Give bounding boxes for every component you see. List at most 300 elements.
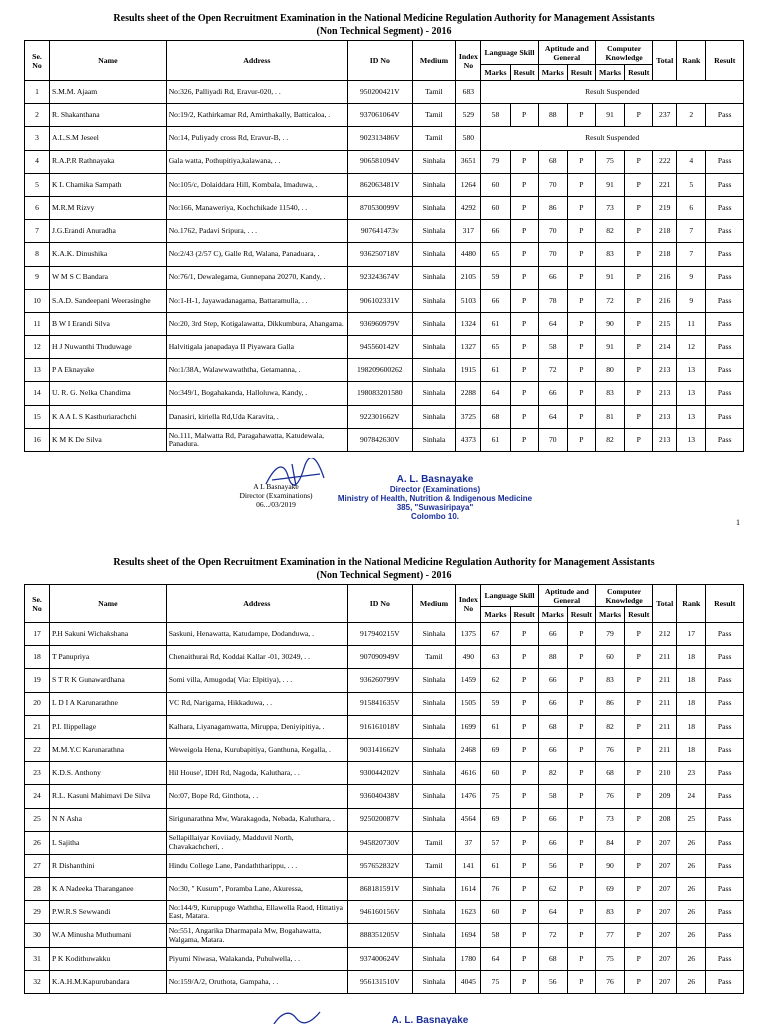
cell-name: H J Nuwanthi Thuduwage <box>50 336 167 359</box>
cell-rank: 13 <box>677 382 706 405</box>
cell-total: 211 <box>653 692 677 715</box>
stamp-ministry: Ministry of Health, Nutrition & Indigenous Medicine <box>337 494 533 503</box>
cell-rank: 9 <box>677 289 706 312</box>
cell-language-marks: 61 <box>481 428 510 451</box>
cell-aptitude-marks: 66 <box>538 738 567 761</box>
cell-address: No:326, Palliyadi Rd, Eravur-020, . . <box>166 81 347 104</box>
header-computer: Computer Knowledge <box>595 585 652 607</box>
cell-language-marks: 62 <box>481 669 510 692</box>
cell-id-no: 936040438V <box>348 785 413 808</box>
cell-aptitude-result: P <box>567 715 595 738</box>
cell-language-marks: 69 <box>481 738 510 761</box>
cell-aptitude-marks: 66 <box>538 692 567 715</box>
cell-computer-result: P <box>625 785 653 808</box>
cell-language-marks: 61 <box>481 312 510 335</box>
cell-language-marks: 68 <box>481 405 510 428</box>
cell-rank: 18 <box>677 715 706 738</box>
cell-sno: 9 <box>25 266 50 289</box>
cell-language-marks: 76 <box>481 878 510 901</box>
cell-rank: 12 <box>677 336 706 359</box>
cell-computer-result: P <box>625 623 653 646</box>
header-index-no: Index No <box>456 41 481 81</box>
cell-aptitude-result: P <box>567 196 595 219</box>
cell-language-marks: 60 <box>481 901 510 924</box>
cell-result: Pass <box>706 336 744 359</box>
cell-id-no: 198209600262 <box>348 359 413 382</box>
cell-sno: 16 <box>25 428 50 451</box>
cell-address: Saskuni, Henawatta, Katudampe, Dodanduwa, . <box>166 623 347 646</box>
cell-medium: Tamil <box>412 104 456 127</box>
cell-aptitude-marks: 64 <box>538 312 567 335</box>
cell-address: No:144/9, Kuruppuge Waththa, Ellawella Raod, Hittatiya East, Matara. <box>166 901 347 924</box>
cell-result: Pass <box>706 715 744 738</box>
table-row <box>25 854 744 877</box>
cell-medium: Sinhala <box>412 947 456 970</box>
cell-address: No:105/c, Dolaiddara Hill, Kombala, Imaduwa, . <box>166 173 347 196</box>
cell-sno: 2 <box>25 104 50 127</box>
cell-computer-marks: 75 <box>595 150 624 173</box>
stamp-city: Colombo 10. <box>410 512 459 521</box>
cell-language-marks: 69 <box>481 808 510 831</box>
cell-computer-result: P <box>625 150 653 173</box>
cell-computer-result: P <box>625 405 653 428</box>
cell-aptitude-marks: 68 <box>538 947 567 970</box>
header-result-sub: Result <box>510 607 538 623</box>
cell-rank: 18 <box>677 646 706 669</box>
table-row <box>25 947 744 970</box>
cell-language-result: P <box>510 854 538 877</box>
cell-rank: 23 <box>677 762 706 785</box>
cell-sno: 8 <box>25 243 50 266</box>
cell-id-no: 936250718V <box>348 243 413 266</box>
cell-id-no: 937061064V <box>348 104 413 127</box>
cell-name: R Dishanthini <box>50 854 167 877</box>
cell-result: Pass <box>706 104 744 127</box>
header-aptitude: Aptitude and General <box>538 41 595 65</box>
cell-aptitude-result: P <box>567 312 595 335</box>
cell-index-no: 4616 <box>456 762 481 785</box>
cell-language-marks: 58 <box>481 924 510 947</box>
cell-language-marks: 64 <box>481 947 510 970</box>
cell-name: J.G.Erandi Anuradha <box>50 220 167 243</box>
cell-aptitude-result: P <box>567 669 595 692</box>
cell-language-marks: 60 <box>481 762 510 785</box>
cell-aptitude-marks: 56 <box>538 854 567 877</box>
stamp-title: Director (Examinations) <box>389 485 481 494</box>
cell-computer-result: P <box>625 715 653 738</box>
cell-aptitude-result: P <box>567 623 595 646</box>
cell-computer-result: P <box>625 173 653 196</box>
table-row <box>25 127 744 150</box>
cell-medium: Sinhala <box>412 289 456 312</box>
cell-language-result: P <box>510 196 538 219</box>
cell-computer-result: P <box>625 359 653 382</box>
table-row <box>25 220 744 243</box>
cell-id-no: 907842630V <box>348 428 413 451</box>
cell-sno: 13 <box>25 359 50 382</box>
cell-index-no: 1375 <box>456 623 481 646</box>
cell-language-result: P <box>510 359 538 382</box>
cell-language-marks: 61 <box>481 715 510 738</box>
cell-computer-marks: 69 <box>595 878 624 901</box>
table-row <box>25 243 744 266</box>
cell-sno: 10 <box>25 289 50 312</box>
cell-total: 207 <box>653 924 677 947</box>
cell-computer-marks: 76 <box>595 970 624 993</box>
cell-index-no: 580 <box>456 127 481 150</box>
cell-computer-result: P <box>625 104 653 127</box>
cell-aptitude-result: P <box>567 692 595 715</box>
cell-computer-marks: 83 <box>595 382 624 405</box>
cell-language-marks: 66 <box>481 220 510 243</box>
cell-aptitude-marks: 70 <box>538 173 567 196</box>
cell-rank: 18 <box>677 738 706 761</box>
cell-index-no: 4292 <box>456 196 481 219</box>
cell-index-no: 1614 <box>456 878 481 901</box>
header-aptitude: Aptitude and General <box>538 585 595 607</box>
header-address: Address <box>166 585 347 623</box>
header-result-sub: Result <box>625 65 653 81</box>
cell-index-no: 1459 <box>456 669 481 692</box>
cell-sno: 6 <box>25 196 50 219</box>
cell-medium: Sinhala <box>412 359 456 382</box>
cell-language-result: P <box>510 692 538 715</box>
cell-language-marks: 59 <box>481 692 510 715</box>
cell-aptitude-marks: 64 <box>538 405 567 428</box>
cell-medium: Sinhala <box>412 266 456 289</box>
cell-aptitude-result: P <box>567 901 595 924</box>
cell-id-no: 868181591V <box>348 878 413 901</box>
cell-language-result: P <box>510 623 538 646</box>
table-row <box>25 623 744 646</box>
cell-computer-marks: 91 <box>595 173 624 196</box>
cell-language-result: P <box>510 220 538 243</box>
cell-rank: 4 <box>677 150 706 173</box>
cell-language-result: P <box>510 266 538 289</box>
header-result-sub: Result <box>510 65 538 81</box>
cell-total: 207 <box>653 831 677 854</box>
cell-computer-result: P <box>625 970 653 993</box>
table-row <box>25 336 744 359</box>
cell-computer-marks: 76 <box>595 738 624 761</box>
table-row <box>25 405 744 428</box>
cell-name: K.A.H.M.Kapurubandara <box>50 970 167 993</box>
table-row <box>25 831 744 854</box>
cell-index-no: 5103 <box>456 289 481 312</box>
cell-rank: 26 <box>677 854 706 877</box>
cell-aptitude-result: P <box>567 785 595 808</box>
cell-aptitude-result: P <box>567 266 595 289</box>
cell-language-marks: 58 <box>481 104 510 127</box>
cell-computer-result: P <box>625 646 653 669</box>
cell-total: 211 <box>653 646 677 669</box>
cell-result: Pass <box>706 428 744 451</box>
cell-aptitude-marks: 56 <box>538 970 567 993</box>
cell-result: Pass <box>706 196 744 219</box>
header-result: Result <box>706 41 744 81</box>
cell-result-suspended: Result Suspended <box>481 127 744 150</box>
cell-rank: 25 <box>677 808 706 831</box>
cell-index-no: 4373 <box>456 428 481 451</box>
cell-computer-result: P <box>625 289 653 312</box>
cell-language-marks: 59 <box>481 266 510 289</box>
header-marks: Marks <box>595 607 624 623</box>
cell-total: 215 <box>653 312 677 335</box>
cell-total: 207 <box>653 970 677 993</box>
cell-id-no: 906102331V <box>348 289 413 312</box>
cell-aptitude-marks: 66 <box>538 831 567 854</box>
cell-aptitude-marks: 68 <box>538 715 567 738</box>
cell-total: 212 <box>653 623 677 646</box>
cell-result: Pass <box>706 901 744 924</box>
cell-result: Pass <box>706 382 744 405</box>
cell-aptitude-marks: 66 <box>538 266 567 289</box>
table-row <box>25 196 744 219</box>
cell-computer-marks: 91 <box>595 104 624 127</box>
cell-name: P.H Sakuni Wichakshana <box>50 623 167 646</box>
results-table-body <box>25 623 744 994</box>
cell-language-result: P <box>510 428 538 451</box>
cell-address: Piyumi Niwasa, Walakanda, Puhulwella, . . <box>166 947 347 970</box>
cell-total: 209 <box>653 785 677 808</box>
cell-total: 213 <box>653 405 677 428</box>
cell-language-marks: 61 <box>481 359 510 382</box>
cell-medium: Sinhala <box>412 785 456 808</box>
cell-rank: 7 <box>677 243 706 266</box>
cell-result: Pass <box>706 266 744 289</box>
cell-total: 211 <box>653 669 677 692</box>
cell-id-no: 915841635V <box>348 692 413 715</box>
cell-index-no: 1780 <box>456 947 481 970</box>
cell-total: 221 <box>653 173 677 196</box>
cell-sno: 30 <box>25 924 50 947</box>
cell-result: Pass <box>706 243 744 266</box>
cell-computer-result: P <box>625 762 653 785</box>
cell-rank: 18 <box>677 669 706 692</box>
cell-sno: 25 <box>25 808 50 831</box>
cell-address: No:07, Bope Rd, Ginthota, . . <box>166 785 347 808</box>
cell-result: Pass <box>706 173 744 196</box>
cell-aptitude-marks: 64 <box>538 901 567 924</box>
header-total: Total <box>653 585 677 623</box>
cell-address: No:166, Manaweriya, Kochchikade 11540, . . <box>166 196 347 219</box>
cell-sno: 31 <box>25 947 50 970</box>
cell-address: No.111, Malwatta Rd, Paragahawatta, Katudewala, Panadura. <box>166 428 347 451</box>
cell-medium: Sinhala <box>412 808 456 831</box>
cell-address: Gala watta, Pothupitiya,kalawana, . . <box>166 150 347 173</box>
cell-aptitude-result: P <box>567 831 595 854</box>
cell-computer-marks: 83 <box>595 669 624 692</box>
cell-medium: Sinhala <box>412 623 456 646</box>
cell-id-no: 917940215V <box>348 623 413 646</box>
cell-name: N N Asha <box>50 808 167 831</box>
cell-rank: 13 <box>677 359 706 382</box>
cell-medium: Sinhala <box>412 220 456 243</box>
cell-aptitude-result: P <box>567 289 595 312</box>
cell-aptitude-result: P <box>567 924 595 947</box>
cell-id-no: 936260799V <box>348 669 413 692</box>
cell-index-no: 1505 <box>456 692 481 715</box>
cell-rank: 2 <box>677 104 706 127</box>
cell-computer-marks: 79 <box>595 623 624 646</box>
cell-medium: Sinhala <box>412 150 456 173</box>
cell-computer-marks: 91 <box>595 336 624 359</box>
cell-medium: Tamil <box>412 646 456 669</box>
cell-aptitude-result: P <box>567 738 595 761</box>
header-result-sub: Result <box>567 65 595 81</box>
header-medium: Medium <box>412 585 456 623</box>
cell-name: S T R K Gunawardhana <box>50 669 167 692</box>
cell-computer-result: P <box>625 947 653 970</box>
cell-sno: 4 <box>25 150 50 173</box>
cell-sno: 5 <box>25 173 50 196</box>
cell-sno: 22 <box>25 738 50 761</box>
cell-language-result: P <box>510 901 538 924</box>
cell-medium: Sinhala <box>412 382 456 405</box>
cell-rank: 24 <box>677 785 706 808</box>
signature-scribble <box>270 1010 330 1024</box>
cell-language-result: P <box>510 312 538 335</box>
cell-address: No:551, Angarika Dharmapala Mw, Bogahawatta, Walgama, Matara. <box>166 924 347 947</box>
cell-id-no: 916161018V <box>348 715 413 738</box>
stamp-name: A. L. Basnayake <box>391 1015 469 1024</box>
cell-index-no: 317 <box>456 220 481 243</box>
cell-computer-result: P <box>625 692 653 715</box>
cell-computer-marks: 83 <box>595 243 624 266</box>
table-row <box>25 785 744 808</box>
header-medium: Medium <box>412 41 456 81</box>
cell-result: Pass <box>706 970 744 993</box>
stamp-fragment <box>360 1015 500 1024</box>
cell-name: L Sajitha <box>50 831 167 854</box>
cell-total: 218 <box>653 243 677 266</box>
table-row <box>25 289 744 312</box>
cell-id-no: 945560142V <box>348 336 413 359</box>
cell-address: Kalhara, Liyanagamwatta, Miruppa, Deniyipitiya, . <box>166 715 347 738</box>
cell-sno: 12 <box>25 336 50 359</box>
table-row <box>25 692 744 715</box>
cell-total: 218 <box>653 220 677 243</box>
table-row <box>25 970 744 993</box>
cell-aptitude-marks: 66 <box>538 808 567 831</box>
cell-id-no: 923243674V <box>348 266 413 289</box>
cell-computer-marks: 82 <box>595 220 624 243</box>
cell-index-no: 1694 <box>456 924 481 947</box>
results-table <box>24 40 744 452</box>
cell-name: A.L.S.M Jeseel <box>50 127 167 150</box>
cell-aptitude-result: P <box>567 947 595 970</box>
cell-id-no: 907641473v <box>348 220 413 243</box>
cell-aptitude-result: P <box>567 878 595 901</box>
cell-index-no: 1476 <box>456 785 481 808</box>
cell-computer-marks: 82 <box>595 428 624 451</box>
cell-id-no: 957652832V <box>348 854 413 877</box>
cell-medium: Tamil <box>412 831 456 854</box>
cell-medium: Sinhala <box>412 243 456 266</box>
cell-computer-result: P <box>625 738 653 761</box>
cell-language-result: P <box>510 715 538 738</box>
cell-medium: Tamil <box>412 854 456 877</box>
cell-result: Pass <box>706 947 744 970</box>
cell-index-no: 2468 <box>456 738 481 761</box>
cell-language-marks: 60 <box>481 173 510 196</box>
cell-computer-result: P <box>625 243 653 266</box>
cell-medium: Tamil <box>412 127 456 150</box>
cell-result: Pass <box>706 831 744 854</box>
cell-aptitude-marks: 58 <box>538 336 567 359</box>
cell-address: No:20, 3rd Step, Kotigalawatta, Dikkumbura, Ahangama. <box>166 312 347 335</box>
cell-name: K.A.K. Dinushika <box>50 243 167 266</box>
cell-aptitude-marks: 70 <box>538 220 567 243</box>
cell-sno: 17 <box>25 623 50 646</box>
cell-language-result: P <box>510 243 538 266</box>
cell-rank: 7 <box>677 220 706 243</box>
table-row <box>25 428 744 451</box>
cell-index-no: 1915 <box>456 359 481 382</box>
cell-sno: 26 <box>25 831 50 854</box>
cell-index-no: 1264 <box>456 173 481 196</box>
cell-name: K A Nadeeka Tharanganee <box>50 878 167 901</box>
cell-index-no: 4480 <box>456 243 481 266</box>
cell-result: Pass <box>706 646 744 669</box>
cell-index-no: 1324 <box>456 312 481 335</box>
cell-aptitude-result: P <box>567 854 595 877</box>
cell-aptitude-marks: 66 <box>538 623 567 646</box>
cell-id-no: 945820730V <box>348 831 413 854</box>
cell-total: 213 <box>653 382 677 405</box>
cell-medium: Sinhala <box>412 738 456 761</box>
cell-sno: 1 <box>25 81 50 104</box>
cell-total: 222 <box>653 150 677 173</box>
page-subtitle: (Non Technical Segment) - 2016 <box>316 570 452 581</box>
header-marks: Marks <box>538 65 567 81</box>
cell-address: No:349/1, Bogahakanda, Halloluwa, Kandy, . <box>166 382 347 405</box>
cell-total: 211 <box>653 738 677 761</box>
cell-medium: Tamil <box>412 81 456 104</box>
cell-language-marks: 63 <box>481 646 510 669</box>
table-row <box>25 150 744 173</box>
cell-sno: 24 <box>25 785 50 808</box>
cell-language-result: P <box>510 924 538 947</box>
cell-computer-result: P <box>625 428 653 451</box>
cell-medium: Sinhala <box>412 692 456 715</box>
cell-rank: 13 <box>677 405 706 428</box>
cell-sno: 18 <box>25 646 50 669</box>
page-title: Results sheet of the Open Recruitment Examination in the National Medicine Regulation Authority for Management Assistants <box>113 557 655 568</box>
header-sno: Se. No <box>25 41 50 81</box>
cell-id-no: 870530099V <box>348 196 413 219</box>
page-2 <box>0 548 768 1024</box>
cell-address: Halvitigala janapadaya II Piyawara Galla <box>166 336 347 359</box>
cell-aptitude-marks: 86 <box>538 196 567 219</box>
cell-language-result: P <box>510 762 538 785</box>
cell-index-no: 3651 <box>456 150 481 173</box>
cell-medium: Sinhala <box>412 715 456 738</box>
cell-name: K A A L S Kasthuriarachchi <box>50 405 167 428</box>
cell-computer-marks: 81 <box>595 405 624 428</box>
cell-sno: 32 <box>25 970 50 993</box>
cell-result: Pass <box>706 808 744 831</box>
table-row <box>25 715 744 738</box>
cell-address: Hindu College Lane, Pandaththarippu, . . . <box>166 854 347 877</box>
cell-result: Pass <box>706 669 744 692</box>
cell-total: 219 <box>653 196 677 219</box>
cell-rank: 26 <box>677 878 706 901</box>
cell-aptitude-marks: 78 <box>538 289 567 312</box>
cell-result: Pass <box>706 762 744 785</box>
cell-language-result: P <box>510 289 538 312</box>
cell-name: B W I Erandi Silva <box>50 312 167 335</box>
